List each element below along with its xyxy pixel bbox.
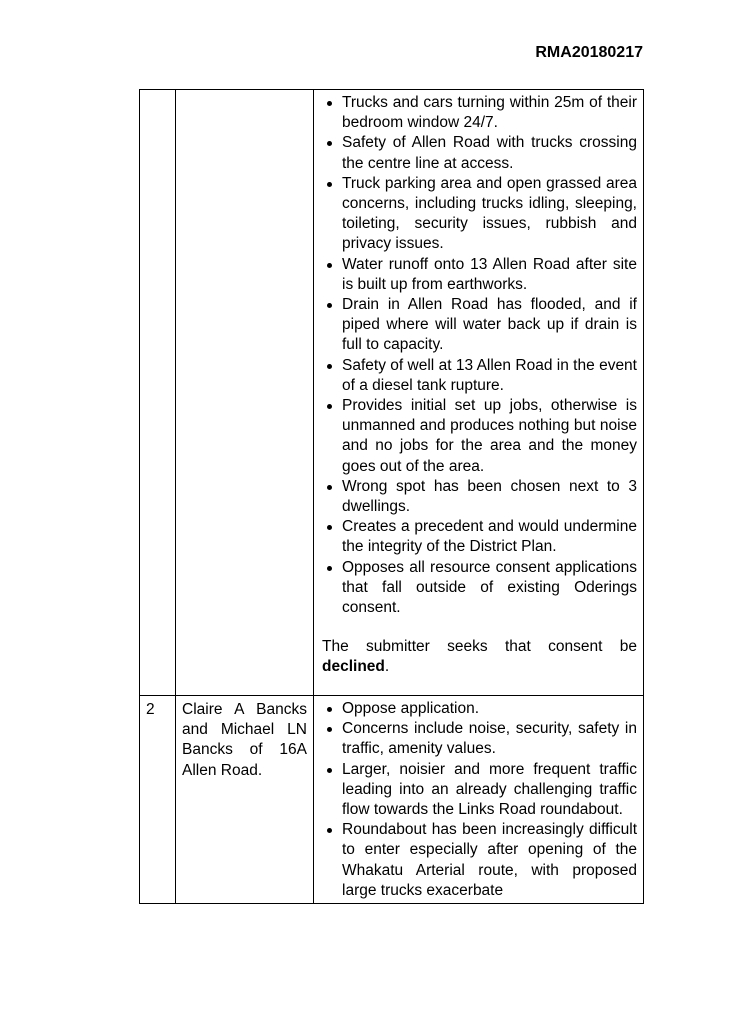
list-item: Water runoff onto 13 Allen Road after site is built up from earthworks. — [322, 255, 637, 295]
list-item: Opposes all resource consent applications that fall outside of existing Oderings consent. — [322, 558, 637, 619]
list-item: Drain in Allen Road has flooded, and if piped where will water back up if drain is full to capacity. — [322, 295, 637, 356]
list-item: Concerns include noise, security, safety in traffic, amenity values. — [322, 719, 637, 759]
document-reference: RMA20180217 — [535, 44, 643, 61]
submitter-name: Claire A Bancks and Michael LN Bancks of 16A Allen Road. — [176, 696, 314, 904]
list-item: Provides initial set up jobs, otherwise is unmanned and produces nothing but noise and no jobs for the area and the money goes out of the area. — [322, 396, 637, 477]
list-item: Creates a precedent and would undermine the integrity of the District Plan. — [322, 517, 637, 557]
list-item: Safety of well at 13 Allen Road in the event of a diesel tank rupture. — [322, 356, 637, 396]
submissions-table — [139, 89, 644, 904]
list-item: Oppose application. — [322, 699, 637, 719]
bullet-list — [322, 93, 637, 618]
table-row — [140, 90, 644, 696]
list-item: Trucks and cars turning within 25m of their bedroom window 24/7. — [322, 93, 637, 133]
submission-points — [314, 90, 644, 696]
submitter-request — [322, 637, 637, 677]
submitter-name — [176, 90, 314, 696]
list-item: Roundabout has been increasingly difficult to enter especially after opening of the Whakatu Arterial route, with proposed large trucks exacerbate — [322, 820, 637, 901]
request-end: . — [384, 658, 390, 676]
table-row — [140, 696, 644, 904]
submission-number: 2 — [140, 696, 176, 904]
submission-number — [140, 90, 176, 696]
bullet-list — [322, 699, 637, 901]
list-item: Safety of Allen Road with trucks crossing the centre line at access. — [322, 133, 637, 173]
submission-points — [314, 696, 644, 904]
request-decision: declined — [322, 658, 385, 676]
list-item: Wrong spot has been chosen next to 3 dwellings. — [322, 477, 637, 517]
request-text: The submitter seeks that consent be — [322, 638, 637, 656]
list-item: Truck parking area and open grassed area concerns, including trucks idling, sleeping, toileting, security issues, rubbish and privacy issues. — [322, 174, 637, 255]
list-item: Larger, noisier and more frequent traffic leading into an already challenging traffic flow towards the Links Road roundabout. — [322, 760, 637, 821]
